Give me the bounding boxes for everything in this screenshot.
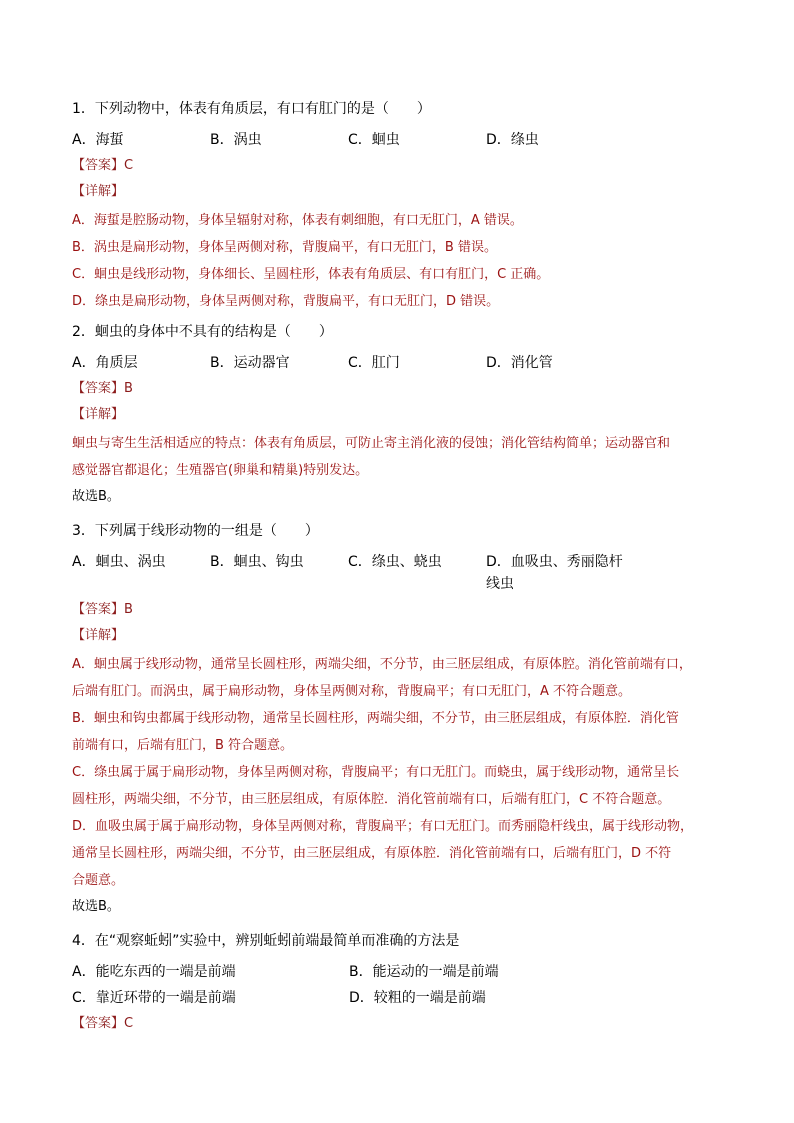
option-d: D．消化管	[486, 355, 553, 371]
question-stem: 4．在“观察蚯蚓”实验中，辨别蚯蚓前端最简单而准确的方法是	[72, 933, 460, 949]
question-4	[72, 930, 724, 1035]
answer-label: 【答案】	[72, 1016, 125, 1031]
answer-label: 【答案】	[72, 602, 125, 617]
explanation-line: D．血吸虫属于属于扁形动物，身体呈两侧对称，背腹扁平；有口无肛门。而秀丽隐杆线虫，属于线形动物，	[72, 819, 694, 834]
question-stem: 2．蛔虫的身体中不具有的结构是（ ）	[72, 324, 333, 340]
explanation-line: 后端有肛门。而涡虫，属于扁形动物，身体呈两侧对称，背腹扁平；有口无肛门，A 不符合题意。	[72, 684, 632, 699]
option-a: A．能吃东西的一端是前端	[72, 964, 236, 980]
answer-value: C	[124, 158, 134, 173]
answer-line	[72, 155, 724, 177]
explanation-line: A．蛔虫属于线形动物，通常呈长圆柱形，两端尖细，不分节，由三胚层组成，有原体腔。消化管前端有口，	[72, 657, 692, 672]
conclusion: 故选B。	[72, 489, 120, 504]
options-row	[72, 129, 724, 151]
explanation-line: 合题意。	[72, 873, 125, 888]
options-row	[72, 352, 724, 374]
detail-label: 【详解】	[72, 628, 125, 643]
option-d: D．绦虫	[486, 132, 539, 148]
explanation-line: 通常呈长圆柱形，两端尖细，不分节，由三胚层组成，有原体腔．消化管前端有口，后端有肛门，D 不符	[72, 846, 672, 861]
explanation-line: 蛔虫与寄生生活相适应的特点：体表有角质层，可防止寄主消化液的侵蚀；消化管结构简单；运动器官和	[72, 436, 671, 451]
answer-value: B	[124, 602, 133, 617]
answer-value: C	[124, 1016, 134, 1031]
explanation-line: C．绦虫属于属于扁形动物，身体呈两侧对称，背腹扁平；有口无肛门。而蛲虫，属于线形动物，通常呈长	[72, 765, 680, 780]
options-row	[72, 551, 724, 595]
option-c: C．蛔虫	[348, 132, 400, 148]
answer-line	[72, 599, 724, 621]
explanation-line: C．蛔虫是线形动物，身体细长、呈圆柱形，体表有角质层、有口有肛门，C 正确。	[72, 267, 550, 282]
answer-line	[72, 1013, 724, 1035]
explanation-line: A．海蜇是腔肠动物，身体呈辐射对称，体表有刺细胞，有口无肛门，A 错误。	[72, 213, 523, 228]
explanation-line: D．绦虫是扁形动物，身体呈两侧对称，背腹扁平，有口无肛门，D 错误。	[72, 294, 500, 309]
option-c: C．靠近环带的一端是前端	[72, 990, 236, 1006]
document-content	[72, 98, 724, 1039]
answer-label: 【答案】	[72, 158, 125, 173]
explanation-line: B．涡虫是扁形动物，身体呈两侧对称，背腹扁平，有口无肛门，B 错误。	[72, 240, 497, 255]
explanation-line: 前端有口，后端有肛门，B 符合题意。	[72, 738, 294, 753]
question-stem: 1．下列动物中，体表有角质层，有口有肛门的是（ ）	[72, 101, 431, 117]
option-a: A．海蜇	[72, 132, 124, 148]
explanation-line: 圆柱形，两端尖细，不分节，由三胚层组成，有原体腔．消化管前端有口，后端有肛门，C 不符合题意。	[72, 792, 671, 807]
option-a: A．蛔虫、涡虫	[72, 554, 166, 570]
option-d: D．血吸虫、秀丽隐杆线虫	[486, 554, 623, 592]
question-3	[72, 520, 724, 920]
options-row	[72, 961, 724, 983]
option-b: B．能运动的一端是前端	[349, 964, 499, 980]
explanation-line: 感觉器官都退化；生殖器官(卵巢和精巢)特别发达。	[72, 463, 369, 478]
detail-label: 【详解】	[72, 184, 125, 199]
answer-line	[72, 378, 724, 400]
conclusion: 故选B。	[72, 899, 120, 914]
option-d: D．较粗的一端是前端	[349, 990, 486, 1006]
option-b: B．蛔虫、钩虫	[210, 554, 304, 570]
option-c: C．肛门	[348, 355, 400, 371]
option-c: C．绦虫、蛲虫	[348, 554, 442, 570]
option-b: B．涡虫	[210, 132, 262, 148]
question-1	[72, 98, 724, 321]
explanation-line: B．蛔虫和钩虫都属于线形动物，通常呈长圆柱形，两端尖细，不分节，由三胚层组成，有原体腔．消化管	[72, 711, 679, 726]
answer-label: 【答案】	[72, 381, 125, 396]
option-a: A．角质层	[72, 355, 138, 371]
answer-value: B	[124, 381, 133, 396]
detail-label: 【详解】	[72, 407, 125, 422]
question-2	[72, 321, 724, 510]
option-b: B．运动器官	[210, 355, 290, 371]
options-row	[72, 987, 724, 1009]
question-stem: 3．下列属于线形动物的一组是（ ）	[72, 523, 319, 539]
